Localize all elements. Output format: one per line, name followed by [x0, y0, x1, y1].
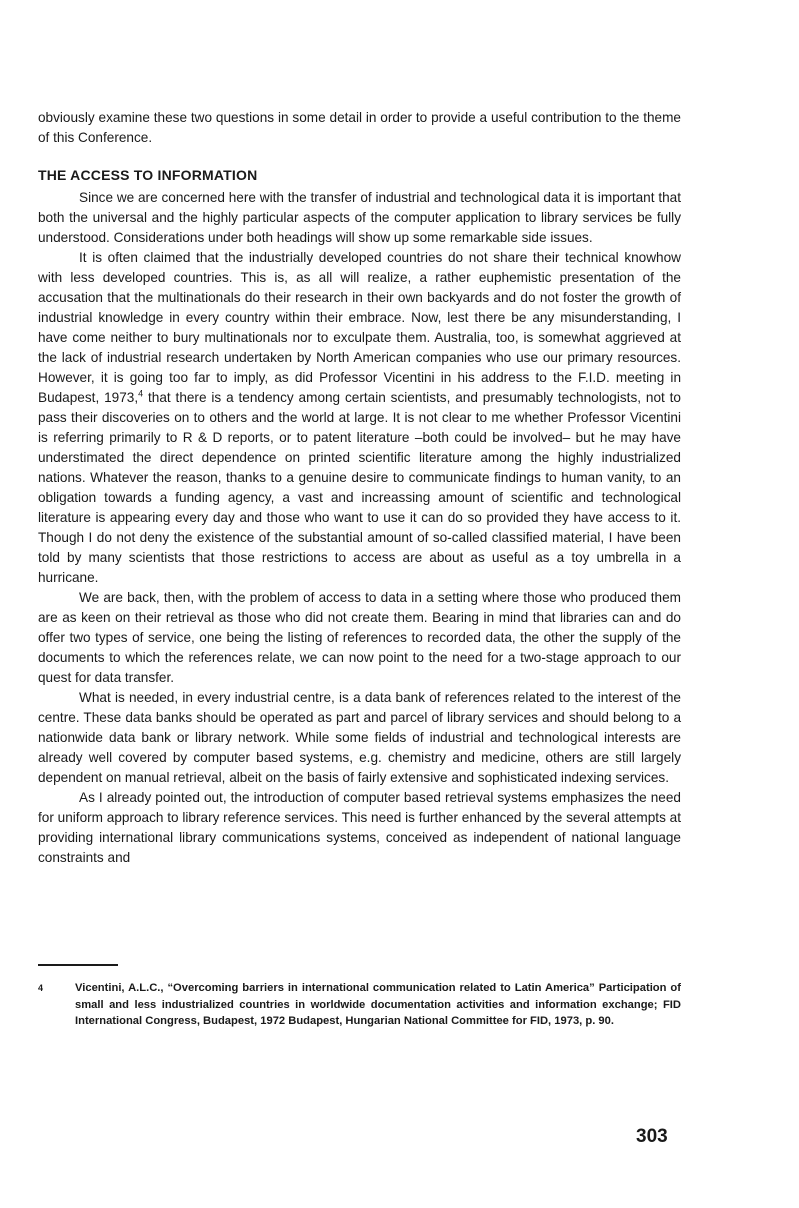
- body-paragraph-1: Since we are concerned here with the transfer of industrial and technological data it is important that both the universal and the highly particular aspects of the computer application to library services be fully understood. Considerations under both headings will show up some remarkable side issues.: [38, 190, 681, 245]
- section-heading: THE ACCESS TO INFORMATION: [38, 167, 258, 183]
- carryover-paragraph: obviously examine these two questions in some detail in order to provide a useful contribution to the theme of this Conference.: [38, 110, 681, 145]
- page-body: [38, 108, 681, 1208]
- paragraph-2-text-part-1: It is often claimed that the industrially developed countries do not share their technical knowhow with less developed countries. This is, as all will realize, a rather euphemistic presentation of the accusation that the multinationals do their research in their own backyards and do not foster the growth of industrial knowledge in every country within their embrace. Now, lest there be any misunderstanding, I have come neither to bury multinationals nor to exculpate them. Australia, too, is somewhat aggrieved at the lack of industrial research undertaken by North American companies who use our primary resources. However, it is going too far to imply, as did Professor Vicentini in his address to the F.I.D. meeting in Budapest, 1973,: [38, 250, 681, 405]
- footnote: [38, 980, 681, 1030]
- body-paragraph-4: What is needed, in every industrial centre, is a data bank of references related to the interest of the centre. These data banks should be operated as part and parcel of library services and should belong to a nationwide data bank or library network. While some fields of industrial and technological interests are already well covered by computer based systems, e.g. chemistry and medicine, others are still largely dependent on manual retrieval, albeit on the basis of fairly extensive and sophisticated indexing services.: [38, 690, 681, 785]
- body-paragraph-2: [38, 248, 681, 588]
- footnote-divider: [38, 964, 118, 966]
- page-number: 303: [636, 1126, 668, 1147]
- footnote-reference: 4: [138, 388, 144, 399]
- footnote-text: Vicentini, A.L.C., “Overcoming barriers in international communication related to Latin America” Participation of small and less industrialized countries in worldwide documentation activities and information exchange; FID International Congress, Budapest, 1972 Budapest, Hungarian National Committee for FID, 1973, p. 90.: [75, 982, 681, 1027]
- body-paragraph-3: We are back, then, with the problem of access to data in a setting where those who produced them are as keen on their retrieval as those who did not create them. Bearing in mind that libraries can and do offer two types of service, one being the listing of references to recorded data, the other the supply of the documents to which the references relate, we can now point to the need for a two-stage approach to our quest for data transfer.: [38, 590, 681, 685]
- body-paragraph-5: As I already pointed out, the introduction of computer based retrieval systems emphasizes the need for uniform approach to library reference services. This need is further enhanced by the several attempts at providing international library communications systems, conceived as independent of national language constraints and: [38, 790, 681, 865]
- footnote-number: 4: [38, 983, 44, 993]
- paragraph-2-text-part-2: that there is a tendency among certain scientists, and presumably technologists, not to pass their discoveries on to others and the world at large. It is not clear to me whether Professor Vicentini is referring primarily to R & D reports, or to patent literature –both could be involved– but he may have understimated the direct dependence on printed scientific literature among the highly industrialized nations. Whatever the reason, thanks to a genuine desire to communicate findings to human vanity, to an obligation towards a funding agency, a vast and increassing amount of scientific and technological literature is appearing every day and those who want to use it can do so provided they have access to it. Though I do not deny the existence of the substantial amount of so-called classified material, I have been told by many scientists that those restrictions to access are about as useful as a toy umbrella in a hurricane.: [38, 390, 681, 585]
